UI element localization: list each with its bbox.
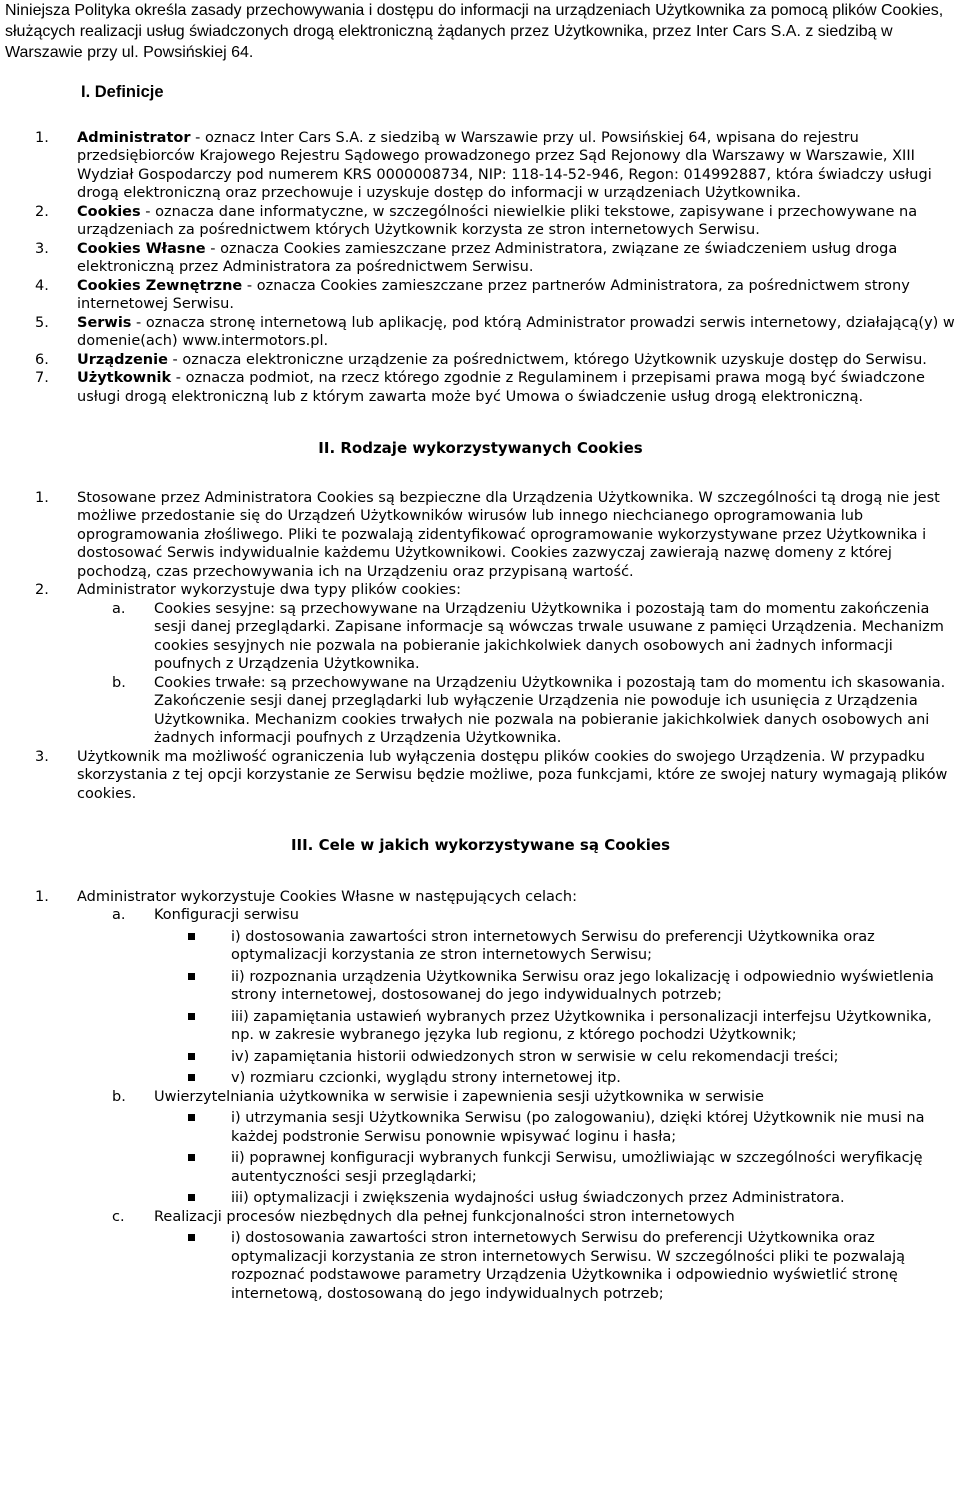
- bullet-item: [5, 928, 956, 965]
- bullet-item: [5, 1229, 956, 1303]
- sub-item-text: Cookies sesyjne: są przechowywane na Urządzeniu Użytkownika i pozostają tam do momentu zakończenia sesji danej przeglądarki. Zapisane informacje są wówczas trwale usuwane z pamięci Urządzenia. Mechanizm cookies sesyjnych nie pozwala na pobieranie jakichkolwiek danych osobowych ani żadnych informacji poufnych z Urządzenia Użytkownika.: [154, 600, 944, 672]
- bullet-text: ii) poprawnej konfiguracji wybranych funkcji Serwisu, umożliwiając w szczególności weryfikację autentyczności sesji przeglądarki;: [231, 1150, 923, 1185]
- definition-term: Urządzenie: [77, 351, 168, 368]
- square-bullet-icon: [188, 1053, 195, 1060]
- sub-list-item: [5, 1088, 956, 1107]
- item-number: 1.: [35, 888, 49, 905]
- sub-item-letter: b.: [112, 1088, 126, 1105]
- definition-item: [5, 351, 956, 370]
- item-text: Użytkownik ma możliwość ograniczenia lub wyłączenia dostępu plików cookies do swojego Urządzenia. W przypadku skorzystania z tej opcji korzystanie ze Serwisu będzie możliwe, poza funkcjami, które ze swojej natury wymagają plików cookies.: [77, 748, 948, 802]
- definition-text: - oznacza Cookies zamieszczane przez partnerów Administratora, za pośrednictwem strony internetowej Serwisu.: [77, 277, 910, 312]
- bullet-text: iv) zapamiętania historii odwiedzonych stron w serwisie w celu rekomendacji treści;: [231, 1048, 839, 1065]
- bullet-item: [5, 1109, 956, 1146]
- square-bullet-icon: [188, 1114, 195, 1121]
- square-bullet-icon: [188, 1013, 195, 1020]
- definition-item: [5, 277, 956, 314]
- bullet-text: i) utrzymania sesji Użytkownika Serwisu (po zalogowaniu), dzięki której Użytkownik nie musi na każdej podstronie Serwisu ponownie wpisywać loginu i hasła;: [231, 1110, 925, 1145]
- item-number: 6.: [35, 351, 49, 368]
- intro-paragraph: Niniejsza Polityka określa zasady przechowywania i dostępu do informacji na urządzeniach Użytkownika za pomocą plików Cookies, służących realizacji usług świadczonych drogą elektroniczną żądanych przez Użytkownika, przez Inter Cars S.A. z siedzibą w Warszawie przy ul. Powsińskiej 64.: [5, 2, 944, 61]
- item-number: 2.: [35, 203, 49, 220]
- item-number: 7.: [35, 370, 49, 386]
- definition-text: - oznacza elektroniczne urządzenie za pośrednictwem, którego Użytkownik uzyskuje dostęp do Serwisu.: [167, 351, 927, 368]
- definition-text: - oznacza podmiot, na rzecz którego zgodnie z Regulaminem i przepisami prawa mogą być świadczone usługi drogą elektroniczną lub z którym zawarta może być Umowa o świadczenie usług drogą elektroniczną.: [77, 370, 925, 405]
- bullet-text: i) dostosowania zawartości stron internetowych Serwisu do preferencji Użytkownika oraz optymalizacji korzystania ze stron internetowych Serwisu;: [231, 928, 875, 963]
- sub-item-letter: a.: [112, 907, 126, 923]
- sub-list-item: [5, 1208, 956, 1227]
- item-number: 2.: [35, 582, 49, 598]
- list-item: [5, 748, 956, 804]
- square-bullet-icon: [188, 1234, 195, 1241]
- bullet-item: [5, 1069, 956, 1088]
- item-text: Administrator wykorzystuje dwa typy plików cookies:: [77, 582, 461, 598]
- sub-item-letter: b.: [112, 674, 126, 691]
- item-text: Administrator wykorzystuje Cookies Własne w następujących celach:: [77, 888, 577, 905]
- definition-term: Cookies Własne: [77, 240, 206, 257]
- sub-item-letter: c.: [112, 1208, 125, 1225]
- list-item: [5, 888, 956, 907]
- bullet-item: [5, 1149, 956, 1186]
- sub-item-text: Konfiguracji serwisu: [154, 907, 299, 923]
- bullet-item: [5, 1189, 956, 1208]
- bullet-text: ii) rozpoznania urządzenia Użytkownika Serwisu oraz jego lokalizację i odpowiednio wyświetlenia strony internetowej, dostosowanej do jego indywidualnych potrzeb;: [231, 968, 934, 1003]
- list-item: [5, 489, 956, 582]
- item-number: 1.: [35, 489, 49, 506]
- square-bullet-icon: [188, 973, 195, 980]
- definition-text: - oznacza Cookies zamieszczane przez Administratora, związane ze świadczeniem usług droga elektroniczną przez Administratora za pośrednictwem Serwisu.: [77, 240, 898, 275]
- sub-item-letter: a.: [112, 600, 126, 617]
- definition-item: [5, 203, 956, 240]
- bullet-text: iii) optymalizacji i zwiększenia wydajności usług świadczonych przez Administratora.: [231, 1190, 845, 1206]
- bullet-item: [5, 1008, 956, 1045]
- sub-item-text: Cookies trwałe: są przechowywane na Urządzeniu Użytkownika i pozostają tam do momentu ich skasowania. Zakończenie sesji danej przeglądarki lub wyłączenie Urządzenia nie powoduje ich usunięcia z Urządzenia Użytkownika. Mechanizm cookies trwałych nie pozwala na pobieranie jakichkolwiek danych osobowych ani żadnych informacji poufnych z Urządzenia Użytkownika.: [154, 674, 946, 746]
- definition-term: Serwis: [77, 314, 132, 331]
- square-bullet-icon: [188, 1194, 195, 1201]
- definition-text: - oznacza stronę internetową lub aplikację, pod którą Administrator prowadzi serwis internetowy, działającą(y) w domenie(ach) www.intermotors.pl.: [77, 314, 955, 349]
- definition-item: [5, 129, 956, 203]
- definitions-list: [5, 129, 956, 407]
- section-1-title: I. Definicje: [81, 83, 164, 101]
- definition-item: [5, 369, 956, 406]
- definition-text: - oznacz Inter Cars S.A. z siedzibą w Warszawie przy ul. Powsińskiej 64, wpisana do rejestru przedsiębiorców Krajowego Rejestru Sądowego prowadzonego przez Sąd Rejonowy dla Warszawy w Warszawie, XIII Wydział Gospodarczy pod numerem KRS 0000008734, NIP: 118-14-52-946, Regon: 014992887, która świadczy usługi drogą elektroniczną oraz przechowuje i uzyskuje dostęp do informacji w urządzeniach Użytkownika.: [77, 129, 932, 201]
- sub-list-item: [5, 674, 956, 748]
- square-bullet-icon: [188, 1074, 195, 1081]
- definition-term: Użytkownik: [77, 370, 172, 386]
- definition-item: [5, 240, 956, 277]
- section-2-title: II. Rodzaje wykorzystywanych Cookies: [318, 439, 643, 457]
- purposes-list: [5, 888, 956, 1304]
- item-text: Stosowane przez Administratora Cookies są bezpieczne dla Urządzenia Użytkownika. W szczególności tą drogą nie jest możliwe przedostanie się do Urządzeń Użytkowników wirusów lub innego niechcianego oprogramowania lub oprogramowania złośliwego. Pliki te pozwalają zidentyfikować oprogramowanie wykorzystywane przez Użytkownika i dostosować Serwis indywidualnie każdemu Użytkownikowi. Cookies zazwyczaj zawierają nazwę domeny z której pochodzą, czas przechowywania ich na Urządzeniu oraz przypisaną wartość.: [77, 489, 940, 580]
- bullet-text: iii) zapamiętania ustawień wybranych przez Użytkownika i personalizacji interfejsu Użytkownika, np. w zakresie wybranego języka lub regionu, z którego pochodzi Użytkownik;: [231, 1008, 932, 1043]
- sub-item-text: Uwierzytelniania użytkownika w serwisie i zapewnienia sesji użytkownika w serwisie: [154, 1088, 764, 1105]
- item-number: 4.: [35, 277, 49, 294]
- bullet-item: [5, 968, 956, 1005]
- definition-term: Administrator: [77, 129, 191, 146]
- item-number: 3.: [35, 240, 49, 257]
- definition-item: [5, 314, 956, 351]
- sub-item-text: Realizacji procesów niezbędnych dla pełnej funkcjonalności stron internetowych: [154, 1208, 735, 1225]
- item-number: 3.: [35, 748, 49, 765]
- bullet-text: i) dostosowania zawartości stron internetowych Serwisu do preferencji Użytkownika oraz optymalizacji korzystania ze stron internetowych Serwisu. W szczególności pliki te pozwalają rozpoznać podstawowe parametry Urządzenia Użytkownika i odpowiednio wyświetlić stronę internetową, dostosowaną do jego indywidualnych potrzeb;: [231, 1230, 906, 1302]
- definition-term: Cookies Zewnętrzne: [77, 277, 243, 294]
- list-item: [5, 581, 956, 600]
- bullet-text: v) rozmiaru czcionki, wyglądu strony internetowej itp.: [231, 1070, 621, 1086]
- cookie-types-list: [5, 489, 956, 804]
- sub-list-item: [5, 906, 956, 925]
- square-bullet-icon: [188, 933, 195, 940]
- bullet-item: [5, 1048, 956, 1067]
- definition-term: Cookies: [77, 203, 141, 220]
- item-number: 5.: [35, 314, 49, 331]
- definition-text: - oznacza dane informatyczne, w szczególności niewielkie pliki tekstowe, zapisywane i przechowywane na urządzeniach za pośrednictwem których Użytkownik korzysta ze stron internetowych Serwisu.: [77, 203, 918, 238]
- sub-list-item: [5, 600, 956, 674]
- section-3-title: III. Cele w jakich wykorzystywane są Cookies: [290, 836, 671, 854]
- square-bullet-icon: [188, 1154, 195, 1161]
- item-number: 1.: [35, 129, 49, 146]
